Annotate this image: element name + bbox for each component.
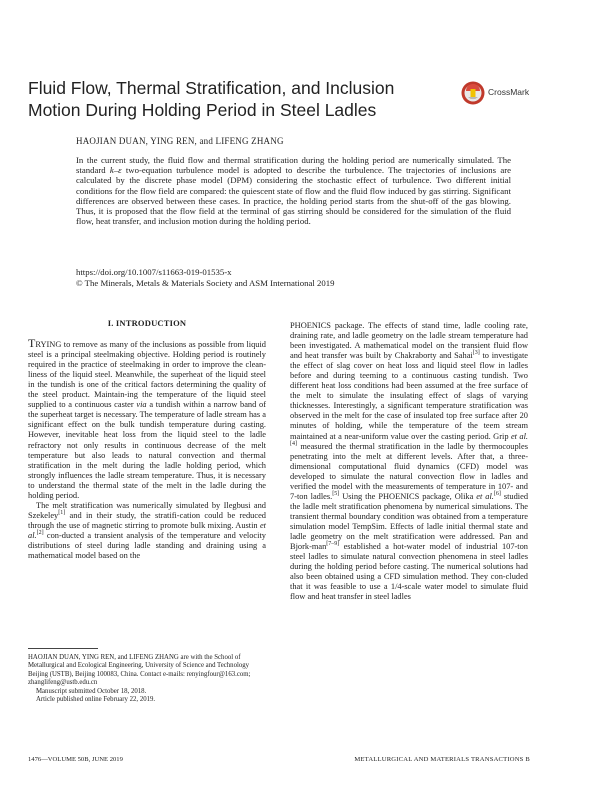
intro-p2-text-b: and in their study, the stratifi-cation could be reduced through the use of magnetic stirring to promote bulk mixing. Austin	[28, 510, 266, 530]
intro-p2-etal: et al.	[28, 520, 266, 540]
intro-p2-text-a: The melt stratification was numerically simulated by Ilegbusi and Szekeley	[28, 500, 266, 520]
intro-paragraph-1	[28, 338, 266, 501]
footnote-divider	[28, 648, 98, 649]
citation-ref-6[interactable]: [6]	[493, 491, 501, 497]
crossmark-icon	[461, 81, 485, 105]
footnote-published: Article published online February 22, 2019.	[36, 696, 156, 704]
citation-ref-2[interactable]: [2]	[36, 530, 44, 537]
right-text-c: measured the thermal stratification in the ladle by thermocouples penetrating into the melt at different levels. After that, a three-dimensional computational fluid dynamics (CFD) model was developed to simulate the natural convection flow in ladles and verified the model with the measurements of temperature in 107- and 7-ton ladles.	[290, 441, 528, 501]
citation-ref-5[interactable]: [5]	[332, 491, 340, 497]
intro-caps-word: RYING	[35, 340, 62, 350]
right-etal-2: et al.	[476, 491, 494, 501]
crossmark-label: CrossMark	[488, 87, 530, 97]
abstract-text-a: In the current study, the fluid flow and thermal stratification during the holding period are numerically simulated. The standard	[76, 155, 511, 176]
left-column	[28, 318, 266, 561]
intro-p1-end: a tundish within a narrow band of the superheat target is necessary. The temperature of ladle stream has a significant effect on the bulk tundish temperature during casting. However, inevitable heat loss from the liquid steel to the ladle refractory not only results in continuous decrease of the melt temperature but also leads to natural convection and thermal stratification in the melt during the ladle holding period, which strongly influences the ladle stream temperature. Thus, it is necessary to understand the thermal state of the melt in the ladle during the holding period.	[28, 400, 266, 500]
intro-p1-via: via	[136, 400, 147, 410]
abstract-epsilon-symbol: ε	[118, 165, 122, 176]
intro-paragraph-2	[28, 501, 266, 561]
right-text-a: PHOENICS package. The effects of stand time, ladle cooling rate, draining rate, and ladle geometry on the ladle stream temperature had been investigated. A mathematical model on the transient fluid flow and heat transfer was built by Chakraborty and Sahai	[290, 321, 528, 361]
drop-cap: T	[28, 336, 36, 351]
right-text-f: established a hot-water model of industrial 107-ton steel ladles to simulate natural convection phenomena in steel ladles during the holding period before casting. The numerical solutions had also been obtained using a CFD simulation method. They con-cluded that it was feasible to use a 1/4-scale water model to simulate fluid flow and heat transfer in steel ladles	[290, 542, 528, 602]
author-footnote	[28, 654, 266, 704]
right-text-b: to investigate the effect of slag cover on heat loss and liquid steel flow in ladles before and during teeming to a continuous casting tundish. Two different heat loss conditions had been assumed at the free surface of the melt to simulate the insulating effect of slags of varying thicknesses. Interestingly, a significant temperature stratification was observed in the melt for the case of insulated top free surface after 20 minutes of holding, while the temperature of the teem stream maintained at a near-uniform value over the casting period. Grip	[290, 351, 528, 441]
abstract-dash: –	[113, 165, 119, 176]
page-footer-volume: 1476—VOLUME 50B, JUNE 2019	[28, 756, 123, 763]
copyright-notice: © The Minerals, Metals & Materials Society and ASM International 2019	[76, 277, 335, 288]
doi-link[interactable]: https://doi.org/10.1007/s11663-019-01535-x	[76, 267, 232, 277]
right-text-d: Using the PHOENICS package, Olika	[339, 491, 477, 501]
title-line-2: Motion During Holding Period in Steel Ladles	[28, 100, 377, 120]
citation-ref-7-9[interactable]: [7–9]	[326, 541, 340, 548]
crossmark-badge[interactable]	[461, 81, 571, 109]
right-column-paragraph	[290, 321, 528, 602]
abstract-k-symbol: k	[109, 165, 114, 176]
citation-ref-1[interactable]: [1]	[58, 510, 66, 517]
right-text-e: studied the ladle melt stratification phenomena by numerical simulations. The transient thermal boundary condition was obtained from a temperature simulation model TempSim. Effects of ladle initial thermal state and ladle geometry on the melt stratification were addressed. Pan and Bjork-man	[290, 491, 529, 552]
abstract	[76, 155, 511, 226]
doi-block	[76, 267, 335, 288]
intro-p1-text: to remove as many of the inclusions as possible from liquid steel is a principal steelmaking objective. Holding period is routinely required in the practice of steelmaking in order to improve the clean-liness of the liquid steel. Meanwhile, the superheat of the liquid steel in the tundish is one of the critical factors determining the quality of the steel product. Maintain-ing the temperature of the liquid steel supplied to a continuous caster	[28, 340, 266, 410]
abstract-text-b: two-equation turbulence model is adopted to describe the turbulence. The trajectories of inclusions are calculated by the discrete phase model (DPM) considering the stochastic effect of turbulence. Two different initial conditions for the flow field are compared: the quiescent state of flow and the fluid flow induced by gas stirring. Significant differences are observed between these cases. In practice, the holding period starts from the shut-off of the gas blowing. Thus, it is proposed that the flow field at the terminal of gas stirring should be considered for the simulation of the fluid flow, heat transfer, and inclusion motion during the holding period.	[76, 165, 511, 227]
article-title	[28, 77, 448, 121]
footnote-submitted: Manuscript submitted October 18, 2018.	[36, 687, 147, 695]
citation-ref-4[interactable]: [4]	[290, 440, 297, 447]
right-etal-1: et al.	[510, 431, 529, 441]
citation-ref-3[interactable]: [3]	[472, 350, 480, 357]
intro-p2-text-c: con-ducted a transient analysis of the temperature and velocity distributions of steel during ladle standing and draining using a mathematical model based on the	[28, 530, 266, 561]
author-list: HAOJIAN DUAN, YING REN, and LIFENG ZHANG	[76, 136, 284, 146]
section-heading-introduction: I. INTRODUCTION	[107, 318, 187, 328]
title-line-1: Fluid Flow, Thermal Stratification, and Inclusion	[28, 78, 395, 98]
page-footer-journal: METALLURGICAL AND MATERIALS TRANSACTIONS B	[354, 756, 530, 763]
footnote-affiliation: HAOJIAN DUAN, YING REN, and LIFENG ZHANG are with the School of Metallurgical and Ecological Engineering, University of Science and Technology Beijing (USTB), Beijing 100083, China. Contact e-mails: renyingfour@163.com; zhanglifeng@ustb.edu.cn	[28, 654, 251, 687]
right-column	[290, 321, 528, 602]
